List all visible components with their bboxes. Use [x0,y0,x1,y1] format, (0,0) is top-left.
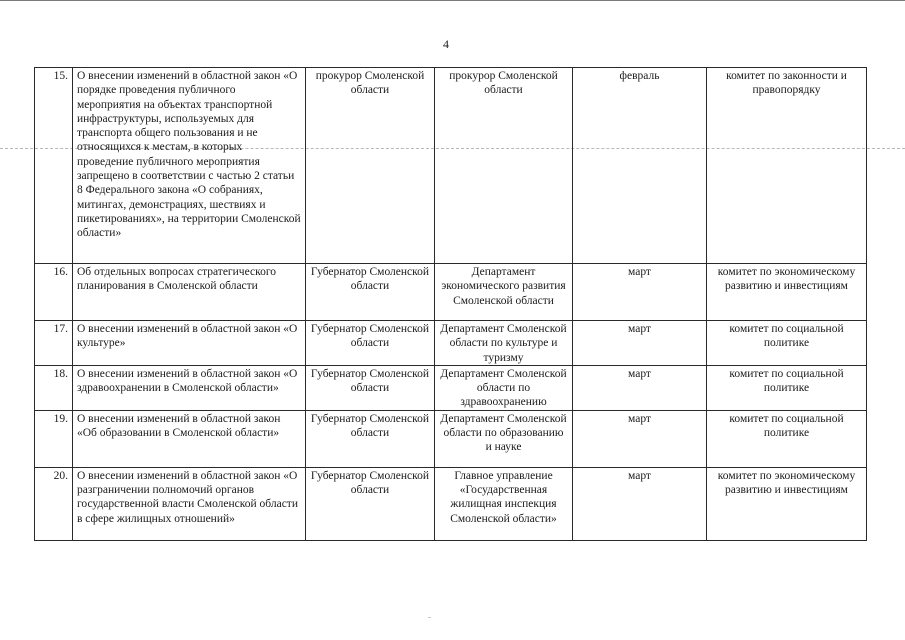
developer: Департамент Смоленской области по культуре и туризму [435,321,573,366]
bill-title: О внесении изменений в областной закон «О разграничении полномочий органов государственной власти Смоленской области в сфере жилищных отношений» [73,467,306,540]
table-row [35,264,867,321]
scan-speck [428,617,431,618]
table-row [35,467,867,540]
row-number: 18. [35,365,73,410]
legislative-plan-table [34,67,867,541]
committee: комитет по экономическому развитию и инвестициям [707,264,867,321]
developer: Департамент экономического развития Смоленской области [435,264,573,321]
developer: Департамент Смоленской области по образованию и науке [435,410,573,467]
month: март [573,264,707,321]
row-number: 16. [35,264,73,321]
row-number: 17. [35,321,73,366]
initiator: Губернатор Смоленской области [306,264,435,321]
bill-title: О внесении изменений в областной закон «О культуре» [73,321,306,366]
month: март [573,410,707,467]
month: март [573,321,707,366]
row-number: 15. [35,68,73,264]
initiator: Губернатор Смоленской области [306,467,435,540]
month: февраль [573,68,707,264]
developer: Главное управление «Государственная жилищная инспекция Смоленской области» [435,467,573,540]
bill-title: О внесении изменений в областной закон «О здравоохранении в Смоленской области» [73,365,306,410]
committee: комитет по социальной политике [707,410,867,467]
committee: комитет по экономическому развитию и инвестициям [707,467,867,540]
committee: комитет по социальной политике [707,365,867,410]
row-number: 20. [35,467,73,540]
table-row [35,68,867,264]
developer: Департамент Смоленской области по здравоохранению [435,365,573,410]
month: март [573,365,707,410]
initiator: Губернатор Смоленской области [306,321,435,366]
scan-edge-line [0,0,905,1]
row-number: 19. [35,410,73,467]
bill-title: Об отдельных вопросах стратегического планирования в Смоленской области [73,264,306,321]
table-row [35,321,867,366]
bill-title: О внесении изменений в областной закон «Об образовании в Смоленской области» [73,410,306,467]
committee: комитет по социальной политике [707,321,867,366]
developer: прокурор Смоленской области [435,68,573,264]
page-number: 4 [443,37,449,51]
bill-title: О внесении изменений в областной закон «О порядке проведения публичного мероприятия на объектах транспортной инфраструктуры, используемых для транспорта общего пользования и не относящихся к местам, в которых проведение публичного мероприятия запрещено в соответствии с частью 2 статьи 8 Федерального закона «О собраниях, митингах, демонстрациях, шествиях и пикетированиях», на территории Смоленской области» [73,68,306,264]
committee: комитет по законности и правопорядку [707,68,867,264]
table-row [35,410,867,467]
initiator: прокурор Смоленской области [306,68,435,264]
month: март [573,467,707,540]
initiator: Губернатор Смоленской области [306,365,435,410]
table-row [35,365,867,410]
initiator: Губернатор Смоленской области [306,410,435,467]
